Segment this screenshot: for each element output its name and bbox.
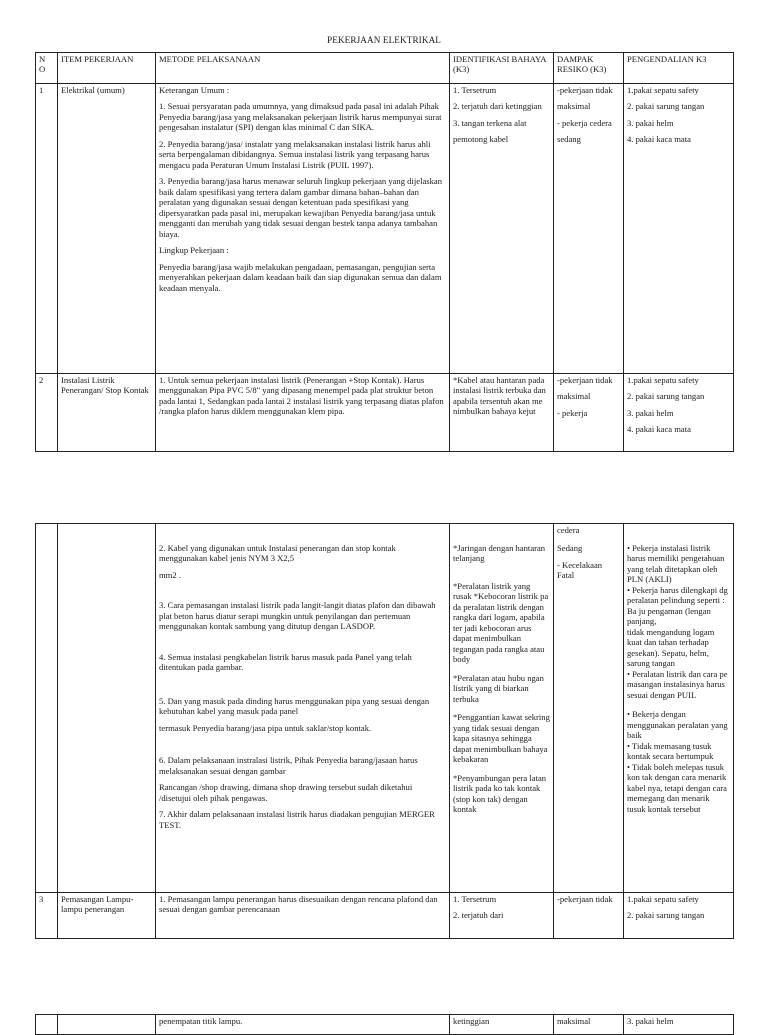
item-pekerjaan: Instalasi Listrik Penerangan/ Stop Kontak xyxy=(58,374,156,452)
risk-text: - Kecelakaan Fatal xyxy=(557,559,603,581)
document-title: PEKERJAAN ELEKTRIKAL xyxy=(326,35,442,45)
header-pengendalian: PENGENDALIAN K3 xyxy=(624,53,734,84)
row-number xyxy=(36,524,58,893)
metode-cell xyxy=(156,374,450,452)
metode-text: Penyedia barang/jasa wajib melakukan pengadaan, pemasangan, pengujian serta menyerahkan pekerjaan dalam keadaan baik dan siap digunakan semua dan dalam keadaan menyala. xyxy=(159,261,442,293)
metode-text: 3. Penyedia barang/jasa harus menawar seluruh lingkup pekerjaan yang dijelaskan baik dalam spesifikasi yang tertera dalam gambar dimana bahan–bahan dan peralatan yang digunakan sesuai dengan ketentuan pada spesifikasi yang dipersyaratkan pada pasal ini, merupakan kewajiban Penyedia barang/jasa untuk mengganti dan merubah yang tidak sesuai dengan bestek tanpa adanya tambahan biaya. xyxy=(159,176,443,239)
pengendalian-cell xyxy=(624,524,734,893)
control-text: 3. pakai helm xyxy=(624,1015,734,1035)
metode-text: 1. Pemasangan lampu penerangan harus disesuaikan dengan rencana plafond dan sesuai dengan gambar perencanaan xyxy=(159,894,438,915)
pengendalian-cell xyxy=(624,893,734,939)
control-text: 2. pakai sarung tangan xyxy=(627,910,705,921)
header-dampak: DAMPAK RESIKO (K3) xyxy=(554,53,624,84)
hazard-text: *Kabel atau hantaran pada instalasi listrik terbuka dan apabila tersentuh akan me nimbulkan bahaya kejut xyxy=(453,375,546,417)
hazard-text: pemotong kabel xyxy=(453,134,509,145)
hazard-text: *Peralatan listrik yang rusak *Kebocoran listrik pa da peralatan listrik dengan rangka dari logam, apabila ter jadi kebocoran arus dapat menimbulkan tegangan pada rangka atau body xyxy=(453,580,549,665)
metode-text: Keterangan Umum : xyxy=(159,85,230,95)
metode-text: 6. Dalam pelaksanaan instralasi listrik, Pihak Penyedia barang/jasaan harus melaksanakan sesuai dengan gambar xyxy=(159,755,418,776)
table-row xyxy=(36,374,734,452)
control-text: 3. pakai helm xyxy=(627,117,674,128)
hazard-text: 3. tangan terkena alat xyxy=(453,117,527,128)
header-metode: METODE PELAKSANAAN xyxy=(156,53,450,84)
k3-table-page-2 xyxy=(35,523,734,939)
control-text: • Bekerja dengan menggunakan peralatan yang baik xyxy=(627,709,728,741)
row-number: 2 xyxy=(36,374,58,452)
risk-text: Sedang xyxy=(557,543,583,554)
metode-text: mm2 . xyxy=(159,569,181,580)
k3-table-page-3 xyxy=(35,1014,734,1035)
control-text: 1.pakai sepatu safety xyxy=(627,375,699,385)
hazard-text: *Jaringan dengan hantaran telanjang xyxy=(453,543,546,564)
risk-text: cedera xyxy=(557,525,580,535)
metode-text: 2. Penyedia barang/jasa/ instalatr yang melaksanakan instalasi listrik harus ahli serta berpengalaman dibidangnya. Semua instalasi listrik yang terpasang harus mengacu pada Peraturan Umum Instalasi Listrik (PUIL 1997). xyxy=(159,138,431,170)
risk-text: maksimal xyxy=(554,1015,624,1035)
metode-cell xyxy=(156,893,450,939)
control-text: 2. pakai sarung tangan xyxy=(627,391,705,402)
hazard-text: 2. terjatuh dari ketinggian xyxy=(453,101,542,112)
metode-text: 7. Akhir dalam pelaksanaan instalasi listrik harus diadakan pengujian MERGER TEST. xyxy=(159,809,435,830)
metode-text: 1. Untuk semua pekerjaan instalasi listrik (Penerangan +Stop Kontak). Harus menggunakan Pipa PVC 5/8" yang dipasang menempel pada plat struktur beton pada lantai 1, Sedangkan pada lantai 2 instalasi listrik yang terpasang diatas plafon /rangka plafon harus diklem menggunakan klem pipa. xyxy=(159,375,444,417)
dampak-cell xyxy=(554,84,624,374)
risk-text: -pekerjaan tidak xyxy=(557,375,613,385)
hazard-text: *Penyambungan pera latan listrik pada ko tak kontak (stop kon tak) dengan kontak xyxy=(453,772,547,815)
table-row xyxy=(36,84,734,374)
hazard-text: 2. terjatuh dari xyxy=(453,910,504,921)
item-pekerjaan: Pemasangan Lampu-lampu penerangan xyxy=(58,893,156,939)
control-text: 1.pakai sepatu safety xyxy=(627,85,699,95)
metode-text: penempatan titik lampu. xyxy=(156,1015,450,1035)
hazard-text: *Peralatan atau hubu ngan listrik yang di biarkan terbuka xyxy=(453,672,544,704)
pengendalian-cell xyxy=(624,374,734,452)
identifikasi-cell xyxy=(450,893,554,939)
header-identifikasi: IDENTIFIKASI BAHAYA (K3) xyxy=(450,53,554,84)
control-text: 3. pakai helm xyxy=(627,407,674,418)
table-row xyxy=(36,524,734,893)
control-text: 2. pakai sarung tangan xyxy=(627,101,705,112)
control-text: • Peralatan listrik dan cara pe masangan instalasinya harus sesuai dengan PUIL xyxy=(627,668,728,700)
hazard-text: ketinggian xyxy=(450,1015,554,1035)
item-pekerjaan xyxy=(58,524,156,893)
row-number: 3 xyxy=(36,893,58,939)
risk-text: - pekerja cedera xyxy=(557,117,612,128)
dampak-cell xyxy=(554,524,624,893)
metode-text: 2. Kabel yang digunakan untuk Instalasi penerangan dan stop kontak menggunakan kabel jenis NYM 3 X2,5 xyxy=(159,543,396,564)
metode-text: 5. Dan yang masuk pada dinding harus menggunakan pipa yang sesuai dengan kebutuhan kabel yang masuk pada panel xyxy=(159,695,430,717)
metode-cell xyxy=(156,524,450,893)
metode-text: Lingkup Pekerjaan : xyxy=(159,245,229,256)
control-text: 4. pakai kaca mata xyxy=(627,134,691,145)
risk-text: - pekerja xyxy=(557,407,588,418)
control-text: tidak mengandung logam kuat dan tahan terhadap gesekan). Sepatu, helm, sarung tangan xyxy=(627,626,715,669)
header-no: N O xyxy=(36,53,58,84)
item-pekerjaan xyxy=(58,1015,156,1035)
metode-text: termasuk Penyedia barang/jasa pipa untuk saklar/stop kontak. xyxy=(159,722,372,733)
risk-text: sedang xyxy=(557,134,581,145)
metode-text: 1. Sesuai persyaratan pada umumnya, yang dimaksud pada pasal ini adalah Pihak Penyedia barang/jasa yang melaksanakan pekerjaan listrik harus mempunyai surat pengesahan instalatur (SPI) dengan klas minimal C dan SIKA. xyxy=(159,101,442,133)
control-text: 4. pakai kaca mata xyxy=(627,424,691,435)
k3-table-page-1 xyxy=(35,52,734,452)
table-row xyxy=(36,893,734,939)
control-text: • Tidak memasang tusuk kontak secara bertumpuk xyxy=(627,740,714,762)
metode-text: 4. Semua instalasi pengkabelan listrik harus masuk pada Panel yang telah ditentukan pada gambar. xyxy=(159,651,412,673)
dampak-cell xyxy=(554,893,624,939)
hazard-text: *Penggantian kawat sekring yang tidak sesuai dengan kapa sitasnya sehingga dapat menimbulkan bahaya kebakaran xyxy=(453,712,550,765)
control-text: • Pekerja instalasi listrik harus memiliki pengetahuan yang telah ditetapkan oleh PLN (AKLI) xyxy=(627,543,725,585)
risk-text: -pekerjaan tidak xyxy=(557,85,613,95)
header-item: ITEM PEKERJAAN xyxy=(58,53,156,84)
pengendalian-cell xyxy=(624,84,734,374)
control-text: 1.pakai sepatu safety xyxy=(627,894,699,904)
table-row xyxy=(36,1015,734,1035)
identifikasi-cell xyxy=(450,374,554,452)
row-number: 1 xyxy=(36,84,58,374)
metode-cell xyxy=(156,84,450,374)
control-text: • Pekerja harus dilengkapi dg peralatan pelindung seperti : Ba ju pengaman (lengan panjang, xyxy=(627,584,728,627)
metode-text: 3. Cara pemasangan instalasi listrik pada langit-langit diatas plafon dan dibawah plat beton harus diatur serapi mungkin untuk penyilangan dan pertemuan menggunakan kontak sambung yang ditutup dengan LASDOP. xyxy=(159,600,436,632)
control-text: • Tidak boleh melepas tusuk kon tak dengan cara menarik kabel nya, tetapi dengan cara memegang dan menarik tusuk kontak tersebut xyxy=(627,761,727,814)
metode-text: Rancangan /shop drawing, dimana shop drawing tersebut sudah diketahui /disetujui oleh pihak pengawas. xyxy=(159,782,413,803)
row-number xyxy=(36,1015,58,1035)
table-header-row xyxy=(36,53,734,84)
item-pekerjaan: Elektrikal (umum) xyxy=(58,84,156,374)
identifikasi-cell xyxy=(450,524,554,893)
identifikasi-cell xyxy=(450,84,554,374)
risk-text: maksimal xyxy=(557,391,591,402)
risk-text: -pekerjaan tidak xyxy=(557,894,613,904)
hazard-text: 1. Tersetrum xyxy=(453,85,497,95)
hazard-text: 1. Tersetrum xyxy=(453,894,497,904)
dampak-cell xyxy=(554,374,624,452)
risk-text: maksimal xyxy=(557,101,591,112)
